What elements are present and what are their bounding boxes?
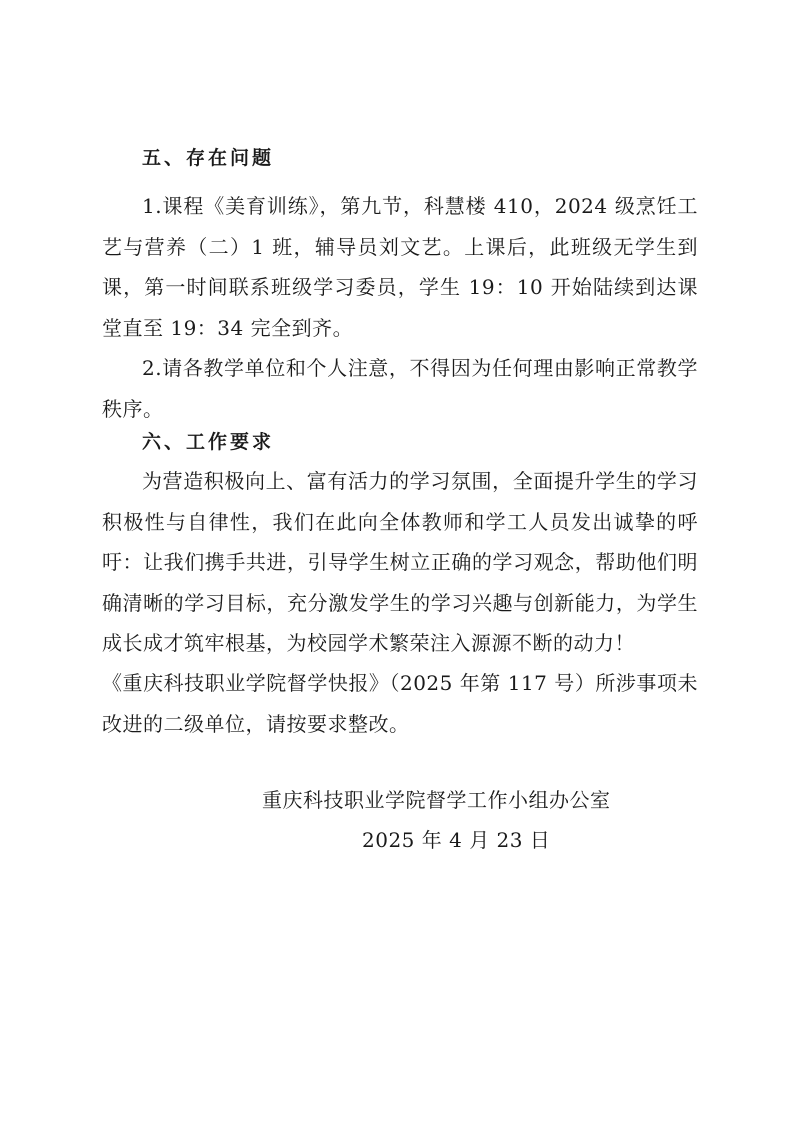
- newsletter-notice-paragraph: 《重庆科技职业学院督学快报》（2025 年第 117 号）所涉事项未改进的二级单位，请按要求整改。: [102, 671, 698, 736]
- requirements-paragraph: 为营造积极向上、富有活力的学习氛围，全面提升学生的学习积极性与自律性，我们在此向全体教师和学工人员发出诚挚的呼吁：让我们携手共进，引导学生树立正确的学习观念，帮助他们明确清晰的学习目标，充分激发学生的学习兴趣与创新能力，为学生成长成才筑牢根基，为校园学术繁荣注入源源不断的动力！: [102, 469, 698, 655]
- problem-item-1: 1.课程《美育训练》，第九节，科慧楼 410，2024 级烹饪工艺与营养（二）1 班，辅导员刘文艺。上课后，此班级无学生到课，第一时间联系班级学习委员，学生 19：10 开始陆续到达课堂直至 19：34 完全到齐。: [102, 194, 698, 340]
- section-heading-problems: 五、存在问题: [142, 147, 275, 169]
- problem-item-2: 2.请各教学单位和个人注意，不得因为任何理由影响正常教学秩序。: [102, 356, 698, 421]
- section-heading-requirements: 六、工作要求: [142, 431, 275, 453]
- signature-date: 2025 年 4 月 23 日: [362, 828, 551, 852]
- signature-office: 重庆科技职业学院督学工作小组办公室: [262, 788, 611, 812]
